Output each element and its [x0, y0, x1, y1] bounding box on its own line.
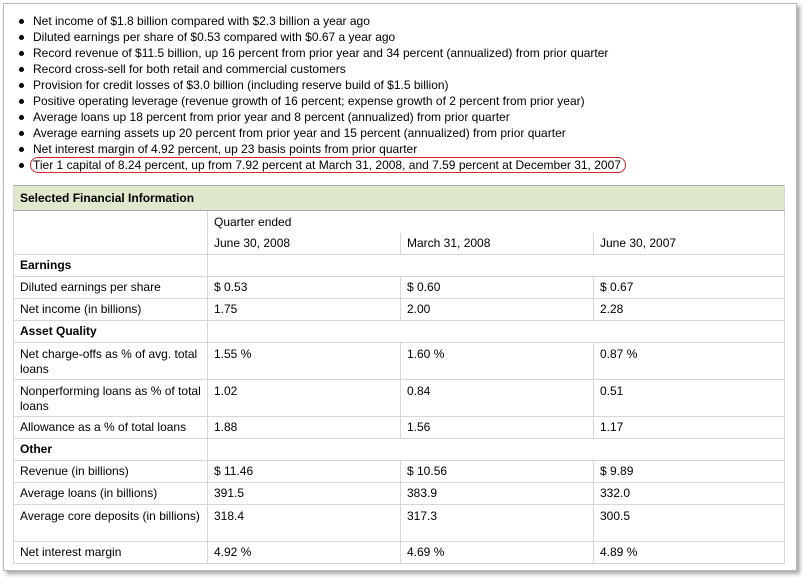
- cell-value: 383.9: [401, 483, 594, 505]
- bullet-item: Diluted earnings per share of $0.53 compared with $0.67 a year ago: [14, 29, 626, 45]
- bullet-item: Net interest margin of 4.92 percent, up 23 basis points from prior quarter: [14, 141, 626, 157]
- cell-value: $ 0.60: [401, 277, 594, 299]
- table-header: [14, 186, 785, 211]
- row-label: Average core deposits (in billions): [14, 505, 208, 542]
- row-label: Average loans (in billions): [14, 483, 208, 505]
- cell-value: $ 0.53: [208, 277, 401, 299]
- table-row: [14, 542, 785, 564]
- row-label: Nonperforming loans as % of total loans: [14, 380, 208, 417]
- cell-value: 4.92 %: [208, 542, 401, 564]
- cell-value: 2.00: [401, 299, 594, 321]
- cell-value: $ 10.56: [401, 461, 594, 483]
- section-label: Asset Quality: [14, 321, 208, 343]
- red-highlight-oval: Tier 1 capital of 8.24 percent, up from 7.92 percent at March 31, 2008, and 7.59 percent at December 31, 2007: [30, 157, 626, 173]
- column-header: March 31, 2008: [401, 233, 594, 255]
- table-row: [14, 299, 785, 321]
- table-row: [14, 211, 785, 234]
- column-header: June 30, 2008: [208, 233, 401, 255]
- bullet-item: Provision for credit losses of $3.0 billion (including reserve build of $1.5 billion): [14, 77, 626, 93]
- cell-value: $ 9.89: [594, 461, 785, 483]
- bullet-item-highlighted: [14, 157, 626, 173]
- cell-value: 4.69 %: [401, 542, 594, 564]
- cell-value: 300.5: [594, 505, 785, 542]
- cell-value: $ 0.67: [594, 277, 785, 299]
- cell-value: 1.17: [594, 417, 785, 439]
- quarter-ended-label: Quarter ended: [208, 211, 785, 234]
- cell-value: 2.28: [594, 299, 785, 321]
- document-frame: [3, 3, 797, 571]
- bullet-item: Average earning assets up 20 percent from prior year and 15 percent (annualized) from prior quarter: [14, 125, 626, 141]
- highlights-list: [14, 13, 626, 173]
- bullet-item: Record cross-sell for both retail and commercial customers: [14, 61, 626, 77]
- column-header: June 30, 2007: [594, 233, 785, 255]
- cell-value: 332.0: [594, 483, 785, 505]
- cell-value: $ 11.46: [208, 461, 401, 483]
- bullet-item: Net income of $1.8 billion compared with $2.3 billion a year ago: [14, 13, 626, 29]
- cell-value: 4.89 %: [594, 542, 785, 564]
- table-row: [14, 380, 785, 417]
- table-row: [14, 277, 785, 299]
- cell-value: 391.5: [208, 483, 401, 505]
- section-label: Earnings: [14, 255, 208, 277]
- bullet-item: Average loans up 18 percent from prior year and 8 percent (annualized) from prior quarter: [14, 109, 626, 125]
- table-row: [14, 417, 785, 439]
- table-title: Selected Financial Information: [14, 186, 785, 211]
- row-label: Diluted earnings per share: [14, 277, 208, 299]
- row-label: Net interest margin: [14, 542, 208, 564]
- table-row: [14, 343, 785, 380]
- section-row: [14, 321, 785, 343]
- row-label: Revenue (in billions): [14, 461, 208, 483]
- bullet-item: Record revenue of $11.5 billion, up 16 percent from prior year and 34 percent (annualized) from prior quarter: [14, 45, 626, 61]
- cell-value: 1.75: [208, 299, 401, 321]
- cell-value: 1.02: [208, 380, 401, 417]
- cell-value: 1.60 %: [401, 343, 594, 380]
- row-label: Net income (in billions): [14, 299, 208, 321]
- cell-value: 0.84: [401, 380, 594, 417]
- row-label: Net charge-offs as % of avg. total loans: [14, 343, 208, 380]
- cell-value: 0.87 %: [594, 343, 785, 380]
- cell-value: 317.3: [401, 505, 594, 542]
- cell-value: 0.51: [594, 380, 785, 417]
- cell-value: 318.4: [208, 505, 401, 542]
- table-row: [14, 233, 785, 255]
- table-row: [14, 483, 785, 505]
- cell-value: 1.56: [401, 417, 594, 439]
- section-label: Other: [14, 439, 208, 461]
- financial-table: [13, 185, 785, 564]
- table-row: [14, 461, 785, 483]
- bullet-item: Positive operating leverage (revenue growth of 16 percent; expense growth of 2 percent from prior year): [14, 93, 626, 109]
- table-row: [14, 505, 785, 542]
- section-row: [14, 255, 785, 277]
- section-row: [14, 439, 785, 461]
- row-label: Allowance as a % of total loans: [14, 417, 208, 439]
- cell-value: 1.88: [208, 417, 401, 439]
- cell-value: 1.55 %: [208, 343, 401, 380]
